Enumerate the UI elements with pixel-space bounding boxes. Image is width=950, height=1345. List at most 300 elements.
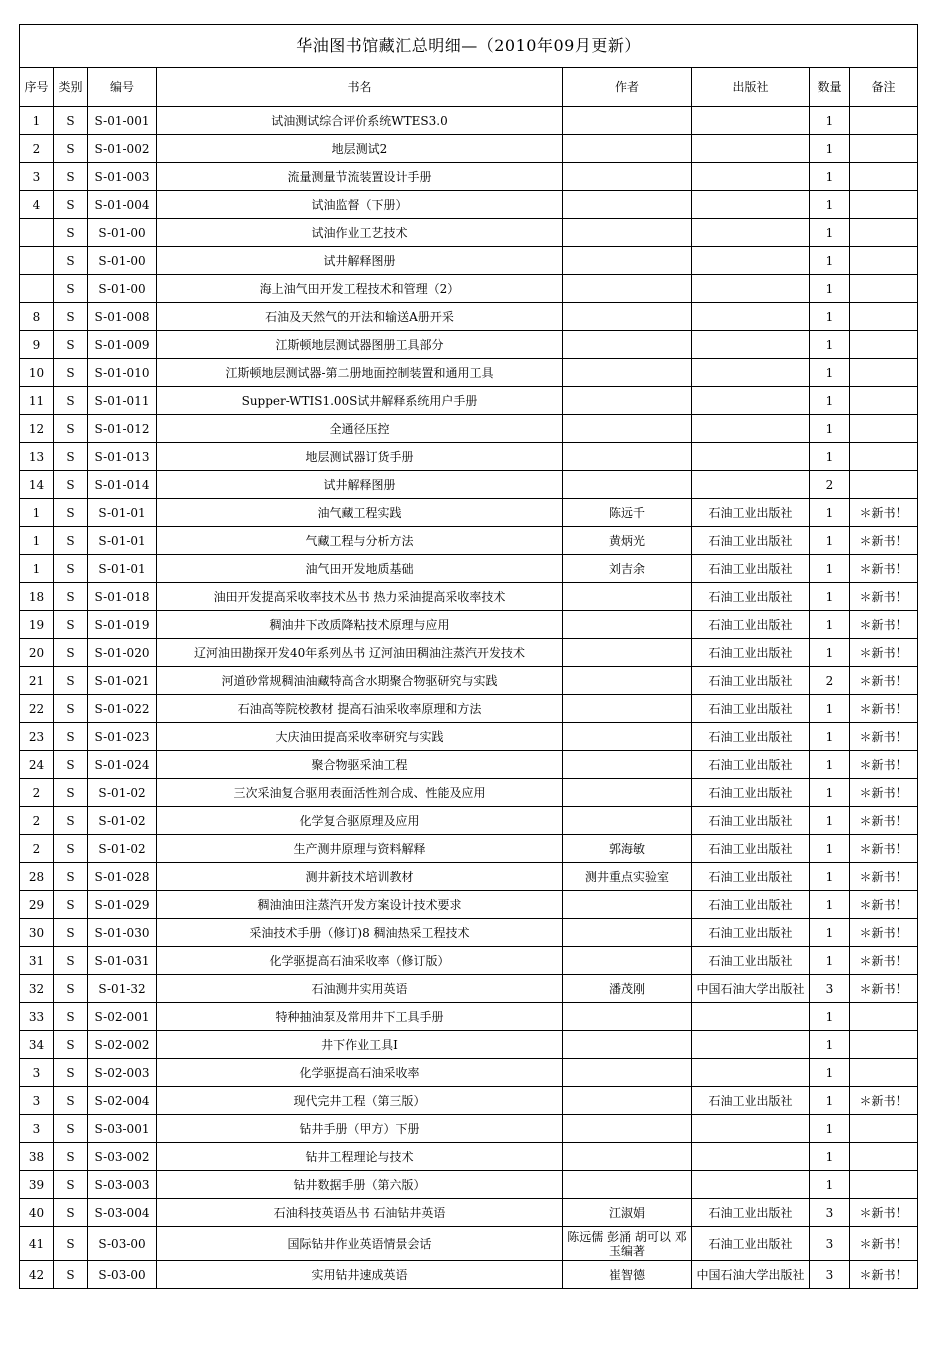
cell-seq: 1 (20, 499, 54, 527)
cell-category: S (54, 947, 88, 975)
cell-author (563, 471, 692, 499)
cell-note: ＊新书！ (850, 639, 918, 667)
cell-note (850, 1031, 918, 1059)
cell-seq: 21 (20, 667, 54, 695)
cell-publisher (692, 443, 810, 471)
cell-category: S (54, 527, 88, 555)
cell-note: ＊新书！ (850, 667, 918, 695)
cell-publisher: 石油工业出版社 (692, 863, 810, 891)
cell-book-name: 石油科技英语丛书 石油钻井英语 (157, 1199, 563, 1227)
cell-book-name: 辽河油田勘探开发40年系列丛书 辽河油田稠油注蒸汽开发技术 (157, 639, 563, 667)
cell-quantity: 1 (810, 751, 850, 779)
cell-quantity: 1 (810, 1003, 850, 1031)
cell-author (563, 583, 692, 611)
cell-quantity: 1 (810, 1171, 850, 1199)
cell-seq: 1 (20, 527, 54, 555)
cell-publisher (692, 1003, 810, 1031)
cell-book-name: 井下作业工具I (157, 1031, 563, 1059)
cell-author: 陈远儒 彭涌 胡可以 邓玉编著 (563, 1227, 692, 1261)
cell-seq: 38 (20, 1143, 54, 1171)
cell-author (563, 387, 692, 415)
table-row (20, 891, 918, 919)
table-row (20, 219, 918, 247)
cell-note (850, 415, 918, 443)
cell-author (563, 359, 692, 387)
cell-book-name: 油气田开发地质基础 (157, 555, 563, 583)
cell-code: S-01-01 (88, 527, 157, 555)
table-body (20, 107, 918, 1289)
cell-book-name: 化学驱提高石油采收率 (157, 1059, 563, 1087)
cell-seq (20, 247, 54, 275)
cell-book-name: 生产测井原理与资料解释 (157, 835, 563, 863)
table-row (20, 863, 918, 891)
cell-book-name: 大庆油田提高采收率研究与实践 (157, 723, 563, 751)
table-row (20, 275, 918, 303)
cell-code: S-01-004 (88, 191, 157, 219)
cell-book-name: 稠油井下改质降粘技术原理与应用 (157, 611, 563, 639)
table-row (20, 667, 918, 695)
cell-note (850, 387, 918, 415)
table-row (20, 1143, 918, 1171)
table-row (20, 1171, 918, 1199)
cell-seq: 3 (20, 163, 54, 191)
cell-seq: 32 (20, 975, 54, 1003)
cell-quantity: 1 (810, 611, 850, 639)
table-row (20, 835, 918, 863)
table-row (20, 751, 918, 779)
cell-category: S (54, 219, 88, 247)
cell-publisher: 石油工业出版社 (692, 527, 810, 555)
cell-publisher: 石油工业出版社 (692, 639, 810, 667)
cell-quantity: 1 (810, 583, 850, 611)
cell-category: S (54, 387, 88, 415)
cell-seq: 8 (20, 303, 54, 331)
cell-code: S-01-030 (88, 919, 157, 947)
book-inventory-table (19, 24, 918, 1289)
cell-code: S-03-00 (88, 1227, 157, 1261)
cell-code: S-02-002 (88, 1031, 157, 1059)
cell-category: S (54, 415, 88, 443)
cell-category: S (54, 1087, 88, 1115)
cell-quantity: 1 (810, 1031, 850, 1059)
cell-category: S (54, 975, 88, 1003)
cell-note: ＊新书！ (850, 891, 918, 919)
cell-book-name: 油田开发提高采收率技术丛书 热力采油提高采收率技术 (157, 583, 563, 611)
cell-note: ＊新书！ (850, 835, 918, 863)
cell-code: S-01-02 (88, 807, 157, 835)
cell-author (563, 1171, 692, 1199)
cell-quantity: 1 (810, 639, 850, 667)
table-row (20, 947, 918, 975)
cell-note: ＊新书！ (850, 695, 918, 723)
cell-quantity: 1 (810, 387, 850, 415)
cell-author (563, 1003, 692, 1031)
cell-code: S-01-019 (88, 611, 157, 639)
cell-quantity: 3 (810, 1261, 850, 1289)
cell-author (563, 1031, 692, 1059)
cell-code: S-01-031 (88, 947, 157, 975)
cell-category: S (54, 1171, 88, 1199)
cell-category: S (54, 275, 88, 303)
cell-author: 刘吉余 (563, 555, 692, 583)
cell-seq: 3 (20, 1059, 54, 1087)
cell-book-name: Supper-WTIS1.00S试井解释系统用户手册 (157, 387, 563, 415)
cell-code: S-02-003 (88, 1059, 157, 1087)
cell-category: S (54, 1227, 88, 1261)
cell-category: S (54, 1059, 88, 1087)
cell-book-name: 钻井手册（甲方）下册 (157, 1115, 563, 1143)
cell-seq (20, 275, 54, 303)
cell-publisher: 石油工业出版社 (692, 947, 810, 975)
cell-quantity: 1 (810, 891, 850, 919)
cell-quantity: 1 (810, 947, 850, 975)
header-category: 类别 (54, 68, 88, 107)
cell-book-name: 试井解释图册 (157, 471, 563, 499)
cell-category: S (54, 695, 88, 723)
cell-category: S (54, 1143, 88, 1171)
cell-book-name: 化学驱提高石油采收率（修订版） (157, 947, 563, 975)
cell-author (563, 1115, 692, 1143)
table-row (20, 1261, 918, 1289)
cell-quantity: 1 (810, 695, 850, 723)
header-publisher: 出版社 (692, 68, 810, 107)
cell-category: S (54, 471, 88, 499)
cell-note (850, 275, 918, 303)
table-row (20, 471, 918, 499)
cell-book-name: 钻井工程理论与技术 (157, 1143, 563, 1171)
cell-category: S (54, 359, 88, 387)
cell-code: S-01-029 (88, 891, 157, 919)
table-row (20, 107, 918, 135)
table-row (20, 527, 918, 555)
cell-code: S-01-022 (88, 695, 157, 723)
table-row (20, 163, 918, 191)
cell-book-name: 海上油气田开发工程技术和管理（2） (157, 275, 563, 303)
cell-category: S (54, 443, 88, 471)
cell-code: S-01-32 (88, 975, 157, 1003)
cell-quantity: 3 (810, 1227, 850, 1261)
cell-note: ＊新书！ (850, 527, 918, 555)
cell-author: 潘茂刚 (563, 975, 692, 1003)
table-row (20, 555, 918, 583)
cell-quantity: 1 (810, 135, 850, 163)
cell-book-name: 稠油油田注蒸汽开发方案设计技术要求 (157, 891, 563, 919)
cell-category: S (54, 863, 88, 891)
cell-publisher: 石油工业出版社 (692, 499, 810, 527)
cell-quantity: 1 (810, 779, 850, 807)
cell-publisher (692, 191, 810, 219)
cell-code: S-02-004 (88, 1087, 157, 1115)
cell-publisher (692, 107, 810, 135)
table-row (20, 583, 918, 611)
cell-book-name: 石油测井实用英语 (157, 975, 563, 1003)
cell-book-name: 试油作业工艺技术 (157, 219, 563, 247)
cell-publisher (692, 1143, 810, 1171)
cell-publisher: 石油工业出版社 (692, 919, 810, 947)
cell-quantity: 1 (810, 359, 850, 387)
cell-publisher: 石油工业出版社 (692, 695, 810, 723)
cell-category: S (54, 583, 88, 611)
table-row (20, 975, 918, 1003)
cell-quantity: 1 (810, 1087, 850, 1115)
cell-quantity: 1 (810, 163, 850, 191)
cell-seq: 10 (20, 359, 54, 387)
cell-category: S (54, 723, 88, 751)
cell-author (563, 639, 692, 667)
cell-seq: 34 (20, 1031, 54, 1059)
cell-publisher (692, 219, 810, 247)
cell-publisher (692, 1115, 810, 1143)
cell-category: S (54, 1261, 88, 1289)
cell-category: S (54, 919, 88, 947)
cell-publisher: 石油工业出版社 (692, 1199, 810, 1227)
table-row (20, 191, 918, 219)
cell-code: S-01-02 (88, 779, 157, 807)
cell-book-name: 全通径压控 (157, 415, 563, 443)
cell-note (850, 247, 918, 275)
cell-quantity: 1 (810, 191, 850, 219)
cell-quantity: 1 (810, 1143, 850, 1171)
cell-code: S-01-014 (88, 471, 157, 499)
cell-author (563, 919, 692, 947)
cell-seq: 40 (20, 1199, 54, 1227)
cell-book-name: 石油高等院校教材 提高石油采收率原理和方法 (157, 695, 563, 723)
cell-note: ＊新书！ (850, 723, 918, 751)
cell-code: S-02-001 (88, 1003, 157, 1031)
cell-author (563, 303, 692, 331)
cell-quantity: 1 (810, 443, 850, 471)
cell-seq: 3 (20, 1115, 54, 1143)
cell-code: S-01-024 (88, 751, 157, 779)
table-row (20, 415, 918, 443)
cell-code: S-01-01 (88, 499, 157, 527)
cell-book-name: 测井新技术培训教材 (157, 863, 563, 891)
cell-quantity: 1 (810, 807, 850, 835)
cell-seq: 3 (20, 1087, 54, 1115)
cell-code: S-01-00 (88, 247, 157, 275)
cell-quantity: 1 (810, 1059, 850, 1087)
cell-code: S-01-012 (88, 415, 157, 443)
table-row (20, 639, 918, 667)
cell-publisher (692, 471, 810, 499)
cell-code: S-03-004 (88, 1199, 157, 1227)
cell-note: ＊新书！ (850, 779, 918, 807)
header-code: 编号 (88, 68, 157, 107)
cell-author (563, 611, 692, 639)
table-row (20, 1003, 918, 1031)
cell-quantity: 1 (810, 835, 850, 863)
cell-publisher: 石油工业出版社 (692, 583, 810, 611)
cell-seq: 4 (20, 191, 54, 219)
header-seq: 序号 (20, 68, 54, 107)
table-row (20, 807, 918, 835)
table-row (20, 695, 918, 723)
cell-book-name: 流量测量节流装置设计手册 (157, 163, 563, 191)
table-row (20, 247, 918, 275)
cell-quantity: 3 (810, 975, 850, 1003)
cell-author (563, 1143, 692, 1171)
cell-seq: 19 (20, 611, 54, 639)
cell-book-name: 江斯顿地层测试器图册工具部分 (157, 331, 563, 359)
cell-book-name: 江斯顿地层测试器-第二册地面控制装置和通用工具 (157, 359, 563, 387)
cell-seq: 2 (20, 807, 54, 835)
cell-category: S (54, 499, 88, 527)
cell-publisher (692, 1031, 810, 1059)
table-row (20, 331, 918, 359)
cell-code: S-01-020 (88, 639, 157, 667)
cell-note: ＊新书！ (850, 807, 918, 835)
cell-category: S (54, 751, 88, 779)
header-book-name: 书名 (157, 68, 563, 107)
cell-quantity: 1 (810, 247, 850, 275)
cell-publisher: 石油工业出版社 (692, 1227, 810, 1261)
cell-code: S-01-011 (88, 387, 157, 415)
cell-seq: 2 (20, 779, 54, 807)
cell-publisher (692, 303, 810, 331)
cell-seq: 2 (20, 835, 54, 863)
cell-author (563, 107, 692, 135)
cell-seq: 1 (20, 107, 54, 135)
cell-publisher: 石油工业出版社 (692, 779, 810, 807)
cell-note (850, 219, 918, 247)
cell-quantity: 3 (810, 1199, 850, 1227)
cell-publisher (692, 1059, 810, 1087)
cell-note: ＊新书！ (850, 499, 918, 527)
cell-code: S-01-009 (88, 331, 157, 359)
cell-code: S-01-013 (88, 443, 157, 471)
cell-seq: 2 (20, 135, 54, 163)
cell-book-name: 化学复合驱原理及应用 (157, 807, 563, 835)
cell-code: S-01-00 (88, 275, 157, 303)
header-quantity: 数量 (810, 68, 850, 107)
cell-note: ＊新书！ (850, 919, 918, 947)
cell-author (563, 331, 692, 359)
cell-publisher (692, 247, 810, 275)
cell-author (563, 135, 692, 163)
table-row (20, 919, 918, 947)
cell-book-name: 试井解释图册 (157, 247, 563, 275)
cell-seq: 9 (20, 331, 54, 359)
cell-publisher: 石油工业出版社 (692, 611, 810, 639)
cell-publisher: 石油工业出版社 (692, 807, 810, 835)
cell-author (563, 415, 692, 443)
cell-publisher: 中国石油大学出版社 (692, 1261, 810, 1289)
cell-quantity: 1 (810, 1115, 850, 1143)
cell-quantity: 2 (810, 667, 850, 695)
cell-seq: 39 (20, 1171, 54, 1199)
cell-author (563, 275, 692, 303)
cell-note (850, 303, 918, 331)
cell-quantity: 2 (810, 471, 850, 499)
cell-author (563, 695, 692, 723)
table-row (20, 135, 918, 163)
cell-publisher: 石油工业出版社 (692, 835, 810, 863)
cell-book-name: 实用钻井速成英语 (157, 1261, 563, 1289)
cell-book-name: 地层测试器订货手册 (157, 443, 563, 471)
cell-quantity: 1 (810, 555, 850, 583)
cell-category: S (54, 303, 88, 331)
cell-note: ＊新书！ (850, 1199, 918, 1227)
cell-seq: 31 (20, 947, 54, 975)
table-row (20, 1031, 918, 1059)
cell-quantity: 1 (810, 275, 850, 303)
cell-code: S-01-010 (88, 359, 157, 387)
cell-seq: 24 (20, 751, 54, 779)
cell-note: ＊新书！ (850, 583, 918, 611)
cell-seq: 23 (20, 723, 54, 751)
cell-seq: 11 (20, 387, 54, 415)
cell-book-name: 河道砂常规稠油油藏特高含水期聚合物驱研究与实践 (157, 667, 563, 695)
cell-note (850, 331, 918, 359)
cell-seq: 30 (20, 919, 54, 947)
cell-quantity: 1 (810, 919, 850, 947)
cell-author (563, 247, 692, 275)
cell-publisher (692, 275, 810, 303)
cell-author (563, 807, 692, 835)
cell-note: ＊新书！ (850, 1087, 918, 1115)
cell-category: S (54, 807, 88, 835)
table-row (20, 611, 918, 639)
cell-category: S (54, 1031, 88, 1059)
table-row (20, 1087, 918, 1115)
cell-seq: 12 (20, 415, 54, 443)
cell-book-name: 三次采油复合驱用表面活性剂合成、性能及应用 (157, 779, 563, 807)
cell-book-name: 地层测试2 (157, 135, 563, 163)
cell-publisher: 石油工业出版社 (692, 1087, 810, 1115)
cell-category: S (54, 331, 88, 359)
cell-note (850, 471, 918, 499)
cell-publisher (692, 163, 810, 191)
cell-book-name: 气藏工程与分析方法 (157, 527, 563, 555)
cell-book-name: 石油及天然气的开法和输送A册开采 (157, 303, 563, 331)
cell-note (850, 1115, 918, 1143)
cell-quantity: 1 (810, 219, 850, 247)
table-row (20, 1059, 918, 1087)
cell-book-name: 试油监督（下册） (157, 191, 563, 219)
cell-quantity: 1 (810, 303, 850, 331)
cell-book-name: 国际钻井作业英语情景会话 (157, 1227, 563, 1261)
cell-code: S-01-003 (88, 163, 157, 191)
cell-publisher (692, 135, 810, 163)
cell-code: S-03-002 (88, 1143, 157, 1171)
cell-author (563, 219, 692, 247)
cell-code: S-01-02 (88, 835, 157, 863)
cell-code: S-01-00 (88, 219, 157, 247)
cell-code: S-01-021 (88, 667, 157, 695)
cell-author: 江淑娟 (563, 1199, 692, 1227)
table-row (20, 303, 918, 331)
table-row (20, 443, 918, 471)
cell-publisher (692, 415, 810, 443)
cell-seq: 20 (20, 639, 54, 667)
cell-seq (20, 219, 54, 247)
cell-category: S (54, 779, 88, 807)
cell-note (850, 1059, 918, 1087)
cell-note: ＊新书！ (850, 1261, 918, 1289)
cell-category: S (54, 835, 88, 863)
cell-book-name: 现代完井工程（第三版） (157, 1087, 563, 1115)
cell-author (563, 1059, 692, 1087)
cell-publisher: 石油工业出版社 (692, 751, 810, 779)
cell-publisher: 石油工业出版社 (692, 723, 810, 751)
cell-note: ＊新书！ (850, 1227, 918, 1261)
cell-note: ＊新书！ (850, 751, 918, 779)
cell-category: S (54, 1199, 88, 1227)
cell-author: 测井重点实验室 (563, 863, 692, 891)
cell-category: S (54, 667, 88, 695)
cell-note: ＊新书！ (850, 975, 918, 1003)
table-row (20, 723, 918, 751)
